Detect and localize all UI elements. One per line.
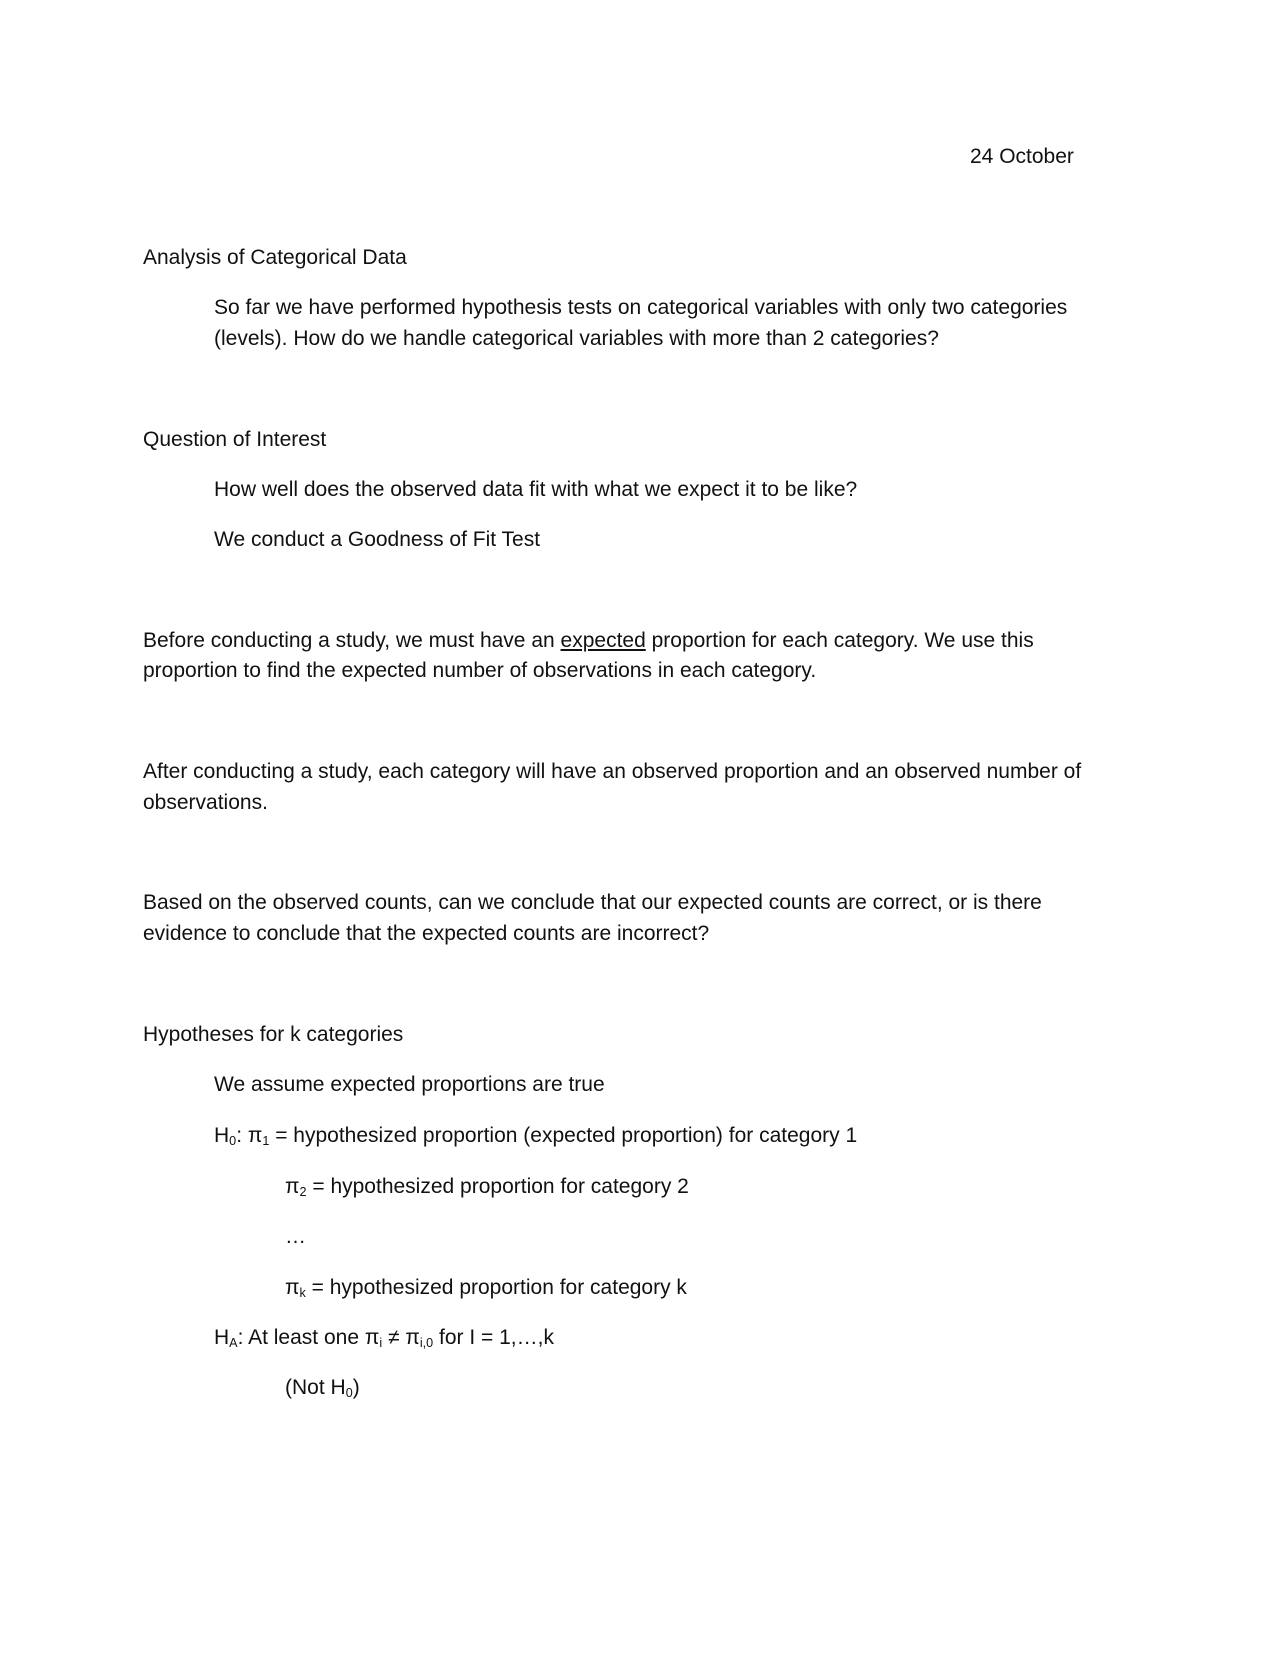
subscript: 1	[262, 1134, 270, 1149]
hypothesis-pik	[285, 1272, 687, 1304]
paragraph-line: evidence to conclude that the expected counts are incorrect?	[143, 922, 710, 945]
text-run: = hypothesized proportion (expected proportion) for category 1	[269, 1124, 858, 1147]
h-symbol: H	[214, 1326, 230, 1349]
subscript: i	[379, 1336, 383, 1351]
text-run: = hypothesized proportion for category k	[305, 1276, 687, 1299]
text-run: :	[236, 1124, 248, 1147]
underlined-word: expected	[560, 629, 646, 652]
section-heading-hypotheses: Hypotheses for k categories	[143, 1023, 404, 1046]
hypothesis-pi2	[285, 1171, 689, 1203]
alternative-hypothesis	[214, 1322, 554, 1354]
text-run: proportion for each category. We use this	[645, 629, 1034, 652]
ellipsis: …	[285, 1225, 306, 1248]
subscript: 2	[299, 1185, 307, 1200]
pi-symbol: π	[364, 1326, 380, 1349]
section-heading-categorical: Analysis of Categorical Data	[143, 246, 407, 269]
text-run: for I = 1,…,k	[433, 1326, 554, 1349]
text-run: : At least one	[237, 1326, 365, 1349]
paragraph-line: We conduct a Goodness of Fit Test	[214, 528, 541, 551]
paragraph-line: We assume expected proportions are true	[214, 1073, 605, 1096]
paragraph-before	[143, 625, 1034, 657]
paragraph-line: So far we have performed hypothesis tests on categorical variables with only two categories	[214, 296, 1068, 319]
h-symbol: H	[214, 1124, 230, 1147]
date: 24 October	[970, 145, 1074, 168]
pi-symbol: π	[285, 1175, 300, 1198]
subscript: 0	[229, 1134, 237, 1149]
subscript: A	[229, 1336, 238, 1351]
paragraph-line: Based on the observed counts, can we conclude that our expected counts are correct, or is there	[143, 891, 1042, 914]
paragraph-line: How well does the observed data fit with what we expect it to be like?	[214, 478, 858, 501]
subscript: k	[299, 1286, 306, 1301]
not-h0	[285, 1372, 360, 1404]
pi-symbol: π	[247, 1124, 263, 1147]
paragraph-line: proportion to find the expected number of observations in each category.	[143, 659, 817, 682]
null-hypothesis	[214, 1120, 857, 1152]
pi-symbol: π	[285, 1276, 300, 1299]
not-equal-symbol: ≠	[382, 1326, 406, 1349]
paragraph-line: (levels). How do we handle categorical variables with more than 2 categories?	[214, 327, 939, 350]
paragraph-line: observations.	[143, 791, 268, 814]
text-run: = hypothesized proportion for category 2	[306, 1175, 689, 1198]
subscript: i,0	[419, 1336, 434, 1351]
text-run: Before conducting a study, we must have an	[143, 629, 561, 652]
paragraph-line: After conducting a study, each category will have an observed proportion and an observed number of	[143, 760, 1082, 783]
subscript: 0	[345, 1386, 353, 1401]
pi-symbol: π	[405, 1326, 420, 1349]
section-heading-question: Question of Interest	[143, 428, 327, 451]
text-run: )	[352, 1376, 360, 1399]
text-run: (Not H	[285, 1376, 346, 1399]
